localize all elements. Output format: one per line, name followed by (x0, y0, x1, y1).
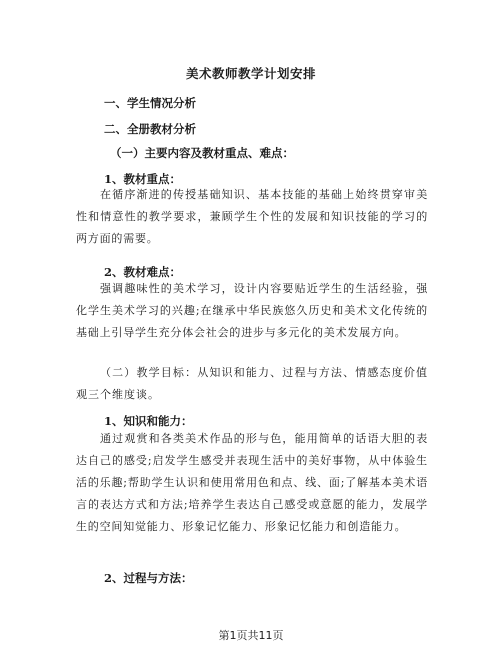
paragraph-difficulties: 强调趣味性的美术学习，设计内容要贴近学生的生活经验，强化学生美术学习的兴趣;在继承中华民族悠久历史和美术文化传统的基础上引导学生充分体会社会的进步与多元化的美术发展方向。 (76, 282, 428, 339)
subsection-heading-main-content: （一）主要内容及教材重点、难点： (110, 146, 294, 160)
document-title: 美术教师教学计划安排 (185, 66, 316, 81)
paragraph-teaching-goals: （二）教学目标：从知识和能力、过程与方法、情感态度价值观三个维度谈。 (76, 366, 428, 401)
subsection-heading-difficulties: 2、教材难点： (104, 265, 182, 279)
subsection-heading-key-points: 1、教材重点： (104, 172, 182, 186)
subsection-heading-process-method: 2、过程与方法： (104, 571, 193, 585)
subsection-heading-knowledge-ability: 1、知识和能力： (104, 414, 193, 428)
section-heading-textbook-analysis: 二、全册教材分析 (104, 122, 196, 136)
section-heading-student-analysis: 一、学生情况分析 (104, 96, 196, 110)
page-footer: 第1页共11页 (218, 629, 284, 642)
paragraph-knowledge-ability: 通过观赏和各类美术作品的形与色，能用简单的话语大胆的表达自己的感受;启发学生感受并表现生活中的美好事物，从中体验生活的乐趣;帮助学生认识和使用常用色和点、线、面;了解基本美术语言的表达方式和方法;培养学生表达自己感受或意愿的能力，发展学生的空间知觉能力、形象记忆能力、形象记忆能力和创造能力。 (76, 432, 428, 533)
paragraph-key-points: 在循序渐进的传授基础知识、基本技能的基础上始终贯穿审美性和情意性的教学要求，兼顾学生个性的发展和知识技能的学习的两方面的需要。 (76, 188, 428, 245)
